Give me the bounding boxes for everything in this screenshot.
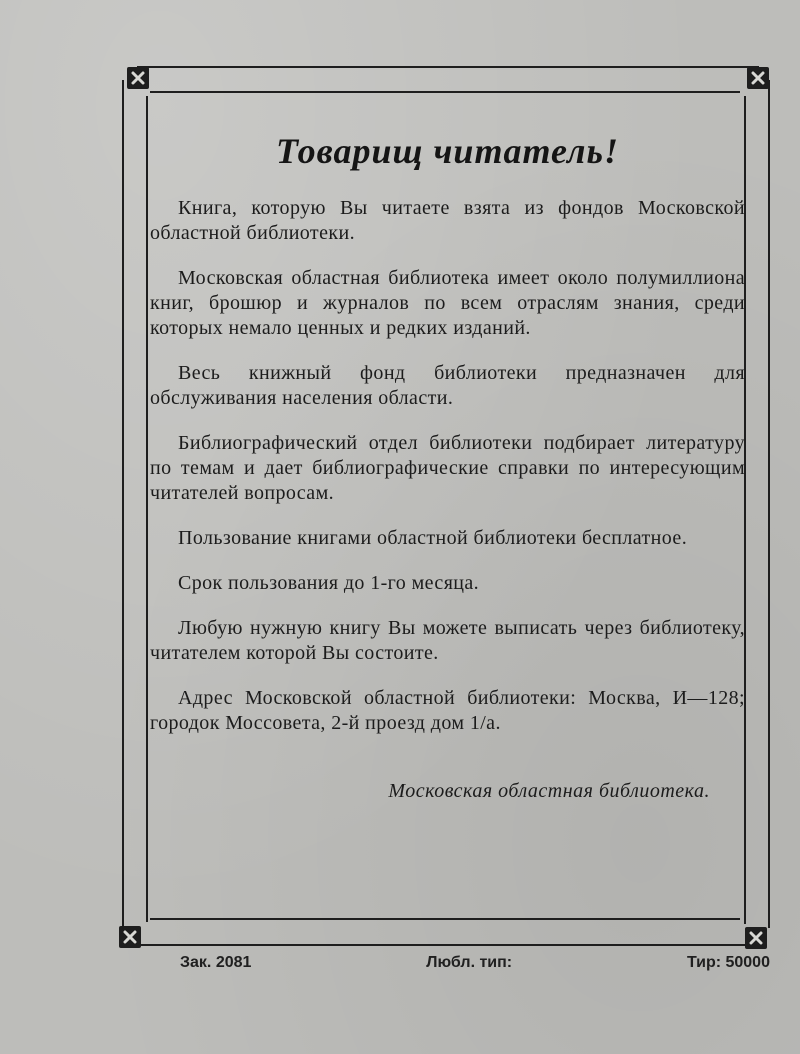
frame-top-inner xyxy=(150,91,740,93)
frame-left-inner xyxy=(146,96,148,922)
corner-ornament-icon xyxy=(119,926,141,948)
frame-bottom-inner xyxy=(150,918,740,920)
paragraph: Любую нужную книгу Вы можете выписать через библиотеку, читателем которой Вы состоите. xyxy=(150,617,745,664)
imprint-footer xyxy=(150,954,770,972)
page-title: Товарищ читатель! xyxy=(275,131,619,171)
paragraph: Книга, которую Вы читаете взята из фондов Московской областной библиотеки. xyxy=(150,197,745,244)
print-run: Тир: 50000 xyxy=(686,954,770,971)
paragraph-free-use: Пользование книгами областной библиотеки бесплатное. xyxy=(178,527,688,549)
frame-top-outer xyxy=(137,66,759,68)
corner-ornament-icon xyxy=(747,67,769,89)
frame-left-outer xyxy=(122,80,124,928)
printer-name: Любл. тип: xyxy=(426,954,513,971)
order-number: Зак. 2081 xyxy=(180,954,252,971)
signature: Московская областная библиотека. xyxy=(388,780,710,802)
frame-bottom-outer xyxy=(131,944,759,946)
corner-ornament-icon xyxy=(745,927,767,949)
frame-right-outer xyxy=(768,80,770,928)
paragraph-address: Адрес Московской областной библиотеки: Москва, И—128; городок Моссовета, 2-й проезд дом 1/а. xyxy=(150,687,745,734)
paragraph: Библиографический отдел библиотеки подбирает литературу по темам и дает библиографические справки по интересующим читателей вопросам. xyxy=(150,432,745,504)
paragraph: Весь книжный фонд библиотеки предназначен для обслуживания населения области. xyxy=(150,362,745,409)
notice-content xyxy=(150,130,745,803)
paragraph: Московская областная библиотека имеет около полумиллиона книг, брошюр и журналов по всем отраслям знания, среди которых немало ценных и редких изданий. xyxy=(150,267,745,339)
corner-ornament-icon xyxy=(127,67,149,89)
paragraph: Срок пользования до 1-го месяца. xyxy=(178,572,480,594)
